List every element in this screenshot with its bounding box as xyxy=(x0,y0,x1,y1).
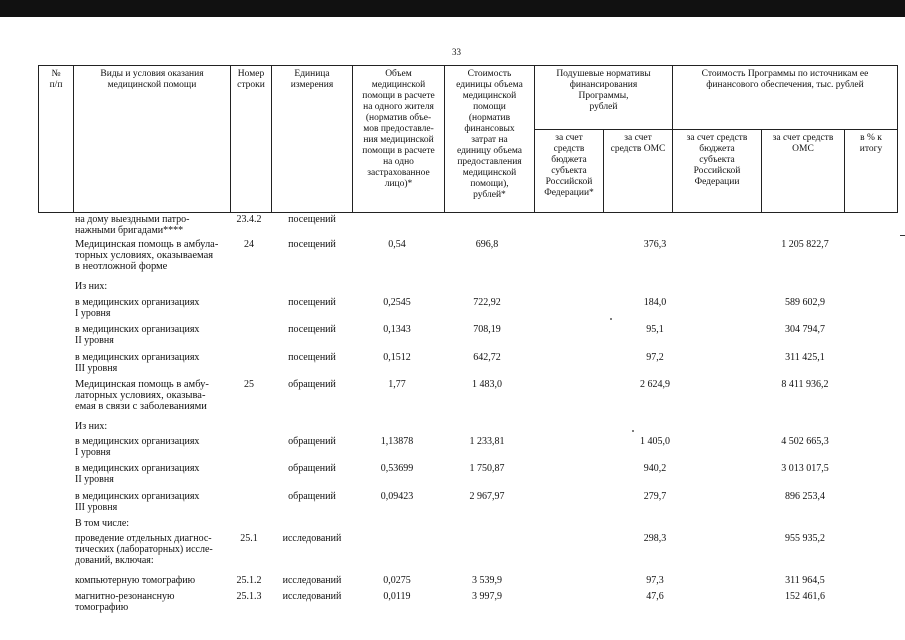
row-unit-cost: 708,19 xyxy=(473,324,501,335)
row-volume: 0,1343 xyxy=(383,324,411,335)
row-name: на дому выездными патро- нажными бригадами**** xyxy=(75,214,190,236)
row-volume: 0,0119 xyxy=(383,591,411,602)
row-per-capita: 97,2 xyxy=(646,352,664,363)
row-volume: 0,09423 xyxy=(380,491,414,502)
row-unit-cost: 722,92 xyxy=(473,297,501,308)
row-per-capita: 184,0 xyxy=(643,297,667,308)
header-vline xyxy=(897,65,898,213)
row-name: компьютерную томографию xyxy=(75,575,196,586)
header-col-no: № п/п xyxy=(49,69,63,90)
row-per-capita: 95,1 xyxy=(646,324,664,335)
row-program-cost: 4 502 665,3 xyxy=(781,436,829,447)
scan-top-border xyxy=(0,0,905,17)
row-unit: посещений xyxy=(288,239,336,250)
row-program-cost: 3 013 017,5 xyxy=(781,463,829,474)
row-unit: исследований xyxy=(282,591,342,602)
row-program-cost: 304 794,7 xyxy=(785,324,825,335)
row-name: Медицинская помощь в амбула- торных условиях, оказываемая в неотложной форме xyxy=(75,239,219,272)
row-line-number: 24 xyxy=(244,239,254,250)
row-unit: посещений xyxy=(288,352,336,363)
row-unit: исследований xyxy=(282,533,342,544)
row-unit-cost: 1 233,81 xyxy=(469,436,505,447)
header-prog-oms: за счет средств ОМС xyxy=(772,133,834,154)
row-line-number: 25 xyxy=(244,379,254,390)
header-col-unit: Единица измерения xyxy=(290,69,334,90)
header-bottom-rule xyxy=(38,212,898,213)
row-program-cost: 311 964,5 xyxy=(785,575,825,586)
row-volume: 0,1512 xyxy=(383,352,411,363)
page-number: 33 xyxy=(452,47,461,57)
row-name: магнитно-резонансную томографию xyxy=(75,591,175,613)
row-name: проведение отдельных диагнос- тических (лабораторных) иссле- дований, включая: xyxy=(75,533,213,566)
row-program-cost: 896 253,4 xyxy=(785,491,825,502)
header-pc-oms: за счет средств ОМС xyxy=(610,133,666,154)
row-unit-cost: 642,72 xyxy=(473,352,501,363)
row-unit: посещений xyxy=(288,324,336,335)
row-volume: 1,13878 xyxy=(380,436,414,447)
header-prog-percent: в % к итогу xyxy=(859,133,883,154)
header-col-cost: Стоимость единицы объема медицинской помощи (норматив финансовых затрат на единицу объема предоставления медицинской помощи), рублей* xyxy=(456,69,523,200)
row-unit: обращений xyxy=(288,491,336,502)
row-program-cost: 311 425,1 xyxy=(785,352,825,363)
row-name: в медицинских организациях I уровня xyxy=(75,436,200,458)
row-name: в медицинских организациях III уровня xyxy=(75,491,200,513)
row-name: в медицинских организациях I уровня xyxy=(75,297,200,319)
header-top-rule xyxy=(38,65,898,66)
header-prog-budget: за счет средств бюджета субъекта Российской Федерации xyxy=(686,133,748,187)
row-unit: посещений xyxy=(288,297,336,308)
header-group-percapita: Подушевые нормативы финансирования Программы, рублей xyxy=(556,69,651,112)
row-line-number: 23.4.2 xyxy=(236,214,262,225)
scan-speck xyxy=(632,430,634,432)
header-col-line: Номер строки xyxy=(237,69,265,90)
row-per-capita: 279,7 xyxy=(643,491,667,502)
row-per-capita: 97,3 xyxy=(646,575,664,586)
row-line-number: 25.1 xyxy=(240,533,258,544)
row-unit-cost: 3 997,9 xyxy=(472,591,502,602)
row-name: Из них: xyxy=(75,421,108,432)
row-name: В том числе: xyxy=(75,518,130,529)
row-program-cost: 8 411 936,2 xyxy=(781,379,829,390)
row-unit-cost: 2 967,97 xyxy=(469,491,505,502)
header-col-name: Виды и условия оказания медицинской помощи xyxy=(100,69,204,90)
row-unit-cost: 3 539,9 xyxy=(472,575,502,586)
row-unit: посещений xyxy=(288,214,336,225)
row-per-capita: 47,6 xyxy=(646,591,664,602)
table-header xyxy=(38,65,898,213)
row-volume: 0,54 xyxy=(388,239,406,250)
scan-speck xyxy=(610,318,612,320)
margin-mark xyxy=(900,235,905,236)
row-name: в медицинских организациях II уровня xyxy=(75,463,200,485)
row-per-capita: 298,3 xyxy=(643,533,667,544)
header-pc-budget: за счет средств бюджета субъекта Российской Федерации* xyxy=(544,133,594,198)
row-name: в медицинских организациях III уровня xyxy=(75,352,200,374)
row-volume: 0,0275 xyxy=(383,575,411,586)
row-unit: обращений xyxy=(288,436,336,447)
row-line-number: 25.1.3 xyxy=(236,591,262,602)
row-unit-cost: 1 750,87 xyxy=(469,463,505,474)
row-unit: обращений xyxy=(288,379,336,390)
row-program-cost: 589 602,9 xyxy=(785,297,825,308)
row-name: Из них: xyxy=(75,281,108,292)
header-col-volume: Объем медицинской помощи в расчете на одного жителя (норматив объе- мов предоставле- ния медицинской помощи в расчете на одно застрахованное лицо)* xyxy=(362,69,435,189)
row-unit: обращений xyxy=(288,463,336,474)
row-volume: 0,53699 xyxy=(380,463,414,474)
row-per-capita: 376,3 xyxy=(643,239,667,250)
row-per-capita: 940,2 xyxy=(643,463,667,474)
row-name: Медицинская помощь в амбу- латорных условиях, оказыва- емая в связи с заболеваниями xyxy=(75,379,209,412)
row-volume: 0,2545 xyxy=(383,297,411,308)
row-per-capita: 1 405,0 xyxy=(640,436,670,447)
row-program-cost: 152 461,6 xyxy=(785,591,825,602)
row-program-cost: 955 935,2 xyxy=(785,533,825,544)
header-group-program: Стоимость Программы по источникам ее финансового обеспечения, тыс. рублей xyxy=(701,69,869,90)
row-unit-cost: 1 483,0 xyxy=(472,379,502,390)
row-unit-cost: 696,8 xyxy=(475,239,499,250)
row-volume: 1,77 xyxy=(388,379,406,390)
row-line-number: 25.1.2 xyxy=(236,575,262,586)
row-name: в медицинских организациях II уровня xyxy=(75,324,200,346)
row-program-cost: 1 205 822,7 xyxy=(781,239,829,250)
row-unit: исследований xyxy=(282,575,342,586)
row-per-capita: 2 624,9 xyxy=(640,379,670,390)
